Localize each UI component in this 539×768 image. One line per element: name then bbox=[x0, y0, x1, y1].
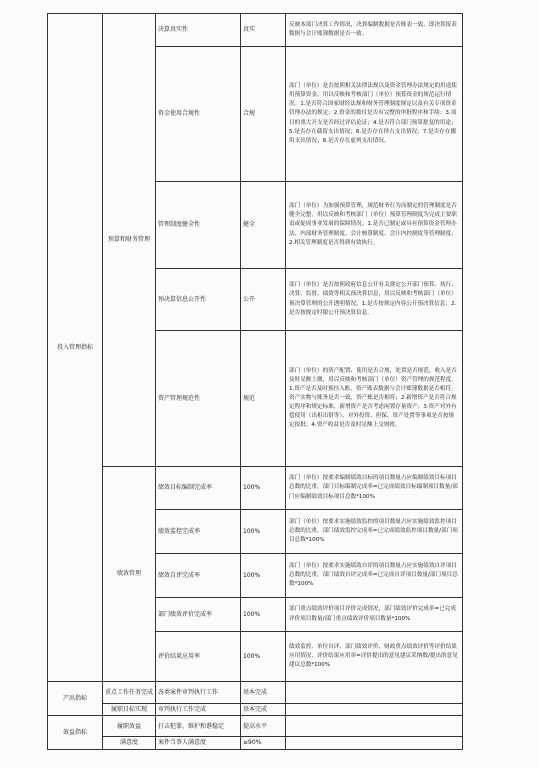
indicator-description bbox=[286, 737, 463, 749]
indicator-name: 预决算信息公开性 bbox=[156, 269, 241, 331]
table-row bbox=[48, 682, 463, 704]
indicator-value: 健全 bbox=[241, 182, 286, 269]
indicator-name: 打击犯罪，维护和谐稳定 bbox=[156, 716, 241, 737]
indicator-name: 部门绩效评价完成率 bbox=[156, 598, 241, 632]
level2-key-task-cell: 重点工作任务完成 bbox=[103, 682, 156, 704]
indicator-description: 绩效监控、单位自评、部门绩效评价、财政重点绩效评价等评价结果应用情况，评价结果应用率=评价提出的意见建议采纳数/提出的意见建议总数*100% bbox=[286, 632, 463, 682]
level1-input-cell: 投入管理指标 bbox=[48, 14, 103, 682]
indicator-description bbox=[286, 682, 463, 704]
indicator-description: 反映本部门决算工作情况，决算编制数据是否账表一致，即决算报表数据与会计账簿数据是否一致。 bbox=[286, 14, 463, 47]
indicator-name: 资金使用合规性 bbox=[156, 47, 241, 182]
indicator-name: 各类案件审判执行工作 bbox=[156, 682, 241, 704]
indicator-description: 部门（单位）是否按照政府信息公开有关规定公开部门预算、执行、决算、监督、绩效等相关预决算信息，用以反映和考核部门（单位）预决算管理的公开透明情况。1.是否按规定内容公开预决算信息；2.是否按规定时限公开预决算信息。 bbox=[286, 269, 463, 331]
level2-satisfaction-cell: 满意度 bbox=[103, 737, 156, 749]
indicator-value: 100% bbox=[241, 632, 286, 682]
indicator-description bbox=[286, 704, 463, 716]
level2-duty-effect-cell: 履职效益 bbox=[103, 716, 156, 737]
indicator-description: 部门重点绩效评价项目评价完成情况，部门绩效评价完成率=已完成评价项目数量/部门重点绩效评价项目数量*100% bbox=[286, 598, 463, 632]
indicator-description: 部门（单位）为加强预算管理，规范财务行为而制定的管理制度是否健全完整，用以反映和考核部门（单位）预算管理制度为完成主要职责或促成事业发展的保障情况。1.是否已制定或具有预算资金管理办法、内部财务管理制度、会计核算制度、会计内控制度等管理制度；2.相关管理制度是否得到有效执行。 bbox=[286, 182, 463, 269]
indicator-name: 绩效监控完成率 bbox=[156, 510, 241, 554]
indicator-description: 部门（单位）的资产配置、使用是否合规，处置是否规范，收入是否及时足额上缴，用以反映和考核部门（单位）资产管理的规范程度。1.资产是否及时预挂入账，资产账表数据与会计账簿数据是否相符，资产实物与账务是否一致，资产账是否相符；2.新增资产是否符合规定程序和规定标准，新增资产是否考虑闲置存量资产；3.资产对外有偿使用（出租出借等）、对外投资、担保、资产处置等事项是否按规定报批；4.资产收益是否及时足额上交财政。 bbox=[286, 331, 463, 467]
level1-effect-cell: 效益指标 bbox=[48, 716, 103, 749]
indicator-name: 管理制度健全性 bbox=[156, 182, 241, 269]
table-row bbox=[48, 467, 463, 510]
level1-output-cell: 产出指标 bbox=[48, 682, 103, 716]
indicator-value: 100% bbox=[241, 510, 286, 554]
indicator-value: ≥90% bbox=[241, 737, 286, 749]
table-row bbox=[48, 716, 463, 737]
indicator-value: 基本完成 bbox=[241, 682, 286, 704]
indicator-name: 资产管理规范性 bbox=[156, 331, 241, 467]
indicator-value: 合规 bbox=[241, 47, 286, 182]
indicator-name: 评价结果应用率 bbox=[156, 632, 241, 682]
indicator-description: 部门（单位）是否按照相关法律法规以及资金管理办法规定的用途使用预算资金，用以反映和考核部门（单位）预算资金的规范运行情况。1.是否符合国家财经法规和财务管理制度规定以及有关专项资金管理办法的规定；2.资金的拨付是否有完整的审批程序和手续；3.项目的重大开支是否经过评估论证；4.是否符合部门预算批复的用途；5.是否存在截留支出情况；6.是否存在挤占支出情况；7.是否存在挪用支出情况；8.是否存在虚列支出情况。 bbox=[286, 47, 463, 182]
table-row bbox=[48, 14, 463, 47]
indicator-value: 100% bbox=[241, 598, 286, 632]
table-row bbox=[48, 737, 463, 749]
level2-budget-cell: 预算和财务管理 bbox=[103, 14, 156, 467]
indicator-description: 部门（单位）按要求编制绩效目标的项目数量占应编制绩效目标项目总数的比重，部门目标编制完成率=已完成绩效目标编制项目数量/部门应编制绩效目标项目总数*100% bbox=[286, 467, 463, 510]
indicator-description bbox=[286, 716, 463, 737]
indicator-value: 100% bbox=[241, 467, 286, 510]
indicator-name: 决算真实性 bbox=[156, 14, 241, 47]
indicator-description: 部门（单位）按要求实施绩效监控的项目数量占应实施绩效监控项目总数的比重，部门绩效监控完成率=已完成绩效监控项目数量/部门项目总数*100% bbox=[286, 510, 463, 554]
indicator-description: 部门（单位）按要求实施绩效自评的项目数量占应实施绩效自评项目总数的比重，部门绩效自评完成率=已完成自评项目数量/部门项目总数*100% bbox=[286, 554, 463, 598]
indicator-value: 基本完成 bbox=[241, 704, 286, 716]
indicator-name: 绩效自评完成率 bbox=[156, 554, 241, 598]
indicator-value: 规范 bbox=[241, 331, 286, 467]
indicator-name: 绩效目标编制完成率 bbox=[156, 467, 241, 510]
level2-duty-goal-cell: 履职目标实现 bbox=[103, 704, 156, 716]
indicator-name: 审判执行工作完成 bbox=[156, 704, 241, 716]
performance-indicator-table bbox=[47, 13, 463, 750]
indicator-value: 真实 bbox=[241, 14, 286, 47]
indicator-value: 100% bbox=[241, 554, 286, 598]
indicator-value: 公开 bbox=[241, 269, 286, 331]
indicator-value: 提高水平 bbox=[241, 716, 286, 737]
level2-perf-cell: 绩效管理 bbox=[103, 467, 156, 682]
table-row bbox=[48, 704, 463, 716]
indicator-name: 案件当事人满意度 bbox=[156, 737, 241, 749]
